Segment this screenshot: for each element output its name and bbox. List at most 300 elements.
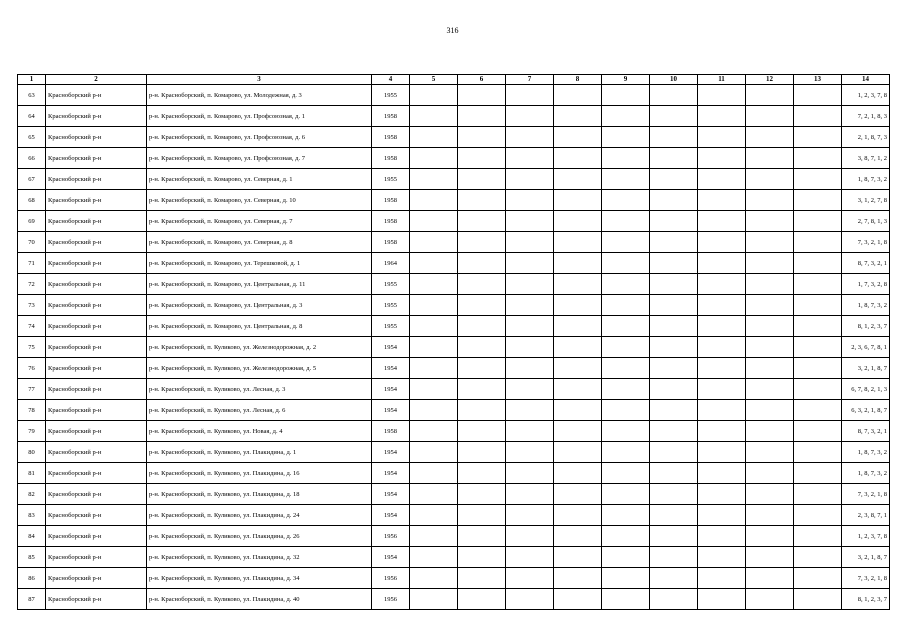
empty-cell-col-11: [698, 400, 746, 421]
empty-cell-col-11: [698, 379, 746, 400]
district-cell: Красноборский р-н: [46, 85, 147, 106]
year-cell: 1954: [372, 400, 410, 421]
address-cell: р-н. Красноборский, п. Комарово, ул. Центральная, д. 8: [147, 316, 372, 337]
district-cell: Красноборский р-н: [46, 526, 147, 547]
district-cell: Красноборский р-н: [46, 253, 147, 274]
column-header-1: 1: [18, 75, 46, 85]
empty-cell-col-12: [746, 232, 794, 253]
year-cell: 1956: [372, 568, 410, 589]
empty-cell-col-5: [410, 589, 458, 610]
empty-cell-col-12: [746, 463, 794, 484]
empty-cell-col-11: [698, 358, 746, 379]
year-cell: 1955: [372, 316, 410, 337]
empty-cell-col-12: [746, 127, 794, 148]
empty-cell-col-6: [458, 505, 506, 526]
empty-cell-col-8: [554, 379, 602, 400]
empty-cell-col-8: [554, 400, 602, 421]
empty-cell-col-5: [410, 526, 458, 547]
empty-cell-col-12: [746, 211, 794, 232]
row-number-cell: 81: [18, 463, 46, 484]
empty-cell-col-10: [650, 379, 698, 400]
empty-cell-col-10: [650, 190, 698, 211]
empty-cell-col-11: [698, 127, 746, 148]
empty-cell-col-13: [794, 526, 842, 547]
district-cell: Красноборский р-н: [46, 169, 147, 190]
address-cell: р-н. Красноборский, п. Куликово, ул. Плакидина, д. 24: [147, 505, 372, 526]
empty-cell-col-10: [650, 274, 698, 295]
empty-cell-col-11: [698, 190, 746, 211]
empty-cell-col-10: [650, 211, 698, 232]
empty-cell-col-5: [410, 295, 458, 316]
codes-cell: 2, 7, 8, 1, 3: [842, 211, 890, 232]
empty-cell-col-10: [650, 169, 698, 190]
empty-cell-col-7: [506, 505, 554, 526]
empty-cell-col-10: [650, 232, 698, 253]
column-header-14: 14: [842, 75, 890, 85]
column-header-7: 7: [506, 75, 554, 85]
row-number-cell: 85: [18, 547, 46, 568]
empty-cell-col-11: [698, 316, 746, 337]
empty-cell-col-8: [554, 337, 602, 358]
row-number-cell: 67: [18, 169, 46, 190]
district-cell: Красноборский р-н: [46, 274, 147, 295]
empty-cell-col-6: [458, 526, 506, 547]
row-number-cell: 66: [18, 148, 46, 169]
empty-cell-col-11: [698, 148, 746, 169]
empty-cell-col-9: [602, 526, 650, 547]
empty-cell-col-8: [554, 526, 602, 547]
row-number-cell: 78: [18, 400, 46, 421]
empty-cell-col-7: [506, 421, 554, 442]
district-cell: Красноборский р-н: [46, 106, 147, 127]
empty-cell-col-7: [506, 463, 554, 484]
empty-cell-col-13: [794, 169, 842, 190]
empty-cell-col-8: [554, 106, 602, 127]
codes-cell: 2, 3, 8, 7, 1: [842, 505, 890, 526]
empty-cell-col-5: [410, 337, 458, 358]
district-cell: Красноборский р-н: [46, 568, 147, 589]
codes-cell: 8, 1, 2, 3, 7: [842, 316, 890, 337]
codes-cell: 1, 2, 3, 7, 8: [842, 526, 890, 547]
empty-cell-col-11: [698, 85, 746, 106]
empty-cell-col-6: [458, 400, 506, 421]
empty-cell-col-12: [746, 358, 794, 379]
empty-cell-col-6: [458, 337, 506, 358]
empty-cell-col-5: [410, 127, 458, 148]
column-header-13: 13: [794, 75, 842, 85]
empty-cell-col-13: [794, 547, 842, 568]
empty-cell-col-7: [506, 589, 554, 610]
empty-cell-col-5: [410, 400, 458, 421]
empty-cell-col-10: [650, 85, 698, 106]
empty-cell-col-5: [410, 253, 458, 274]
empty-cell-col-5: [410, 442, 458, 463]
empty-cell-col-6: [458, 85, 506, 106]
empty-cell-col-5: [410, 379, 458, 400]
empty-cell-col-8: [554, 148, 602, 169]
address-cell: р-н. Красноборский, п. Комарово, ул. Северная, д. 8: [147, 232, 372, 253]
table-row: [18, 316, 890, 337]
year-cell: 1958: [372, 211, 410, 232]
address-cell: р-н. Красноборский, п. Комарово, ул. Северная, д. 10: [147, 190, 372, 211]
column-header-12: 12: [746, 75, 794, 85]
empty-cell-col-8: [554, 295, 602, 316]
district-cell: Красноборский р-н: [46, 358, 147, 379]
address-cell: р-н. Красноборский, п. Комарово, ул. Профсоюзная, д. 1: [147, 106, 372, 127]
empty-cell-col-5: [410, 190, 458, 211]
empty-cell-col-10: [650, 421, 698, 442]
empty-cell-col-11: [698, 421, 746, 442]
empty-cell-col-10: [650, 547, 698, 568]
address-cell: р-н. Красноборский, п. Куликово, ул. Лесная, д. 6: [147, 400, 372, 421]
year-cell: 1958: [372, 106, 410, 127]
district-cell: Красноборский р-н: [46, 211, 147, 232]
empty-cell-col-5: [410, 274, 458, 295]
table-row: [18, 106, 890, 127]
empty-cell-col-12: [746, 295, 794, 316]
empty-cell-col-13: [794, 400, 842, 421]
table-row: [18, 568, 890, 589]
row-number-cell: 82: [18, 484, 46, 505]
empty-cell-col-9: [602, 190, 650, 211]
year-cell: 1954: [372, 505, 410, 526]
codes-cell: 3, 8, 7, 1, 2: [842, 148, 890, 169]
empty-cell-col-11: [698, 505, 746, 526]
empty-cell-col-9: [602, 274, 650, 295]
empty-cell-col-7: [506, 232, 554, 253]
empty-cell-col-6: [458, 379, 506, 400]
district-cell: Красноборский р-н: [46, 148, 147, 169]
table-row: [18, 337, 890, 358]
codes-cell: 1, 8, 7, 3, 2: [842, 169, 890, 190]
empty-cell-col-7: [506, 85, 554, 106]
table-row: [18, 589, 890, 610]
column-header-2: 2: [46, 75, 147, 85]
row-number-cell: 74: [18, 316, 46, 337]
empty-cell-col-7: [506, 127, 554, 148]
empty-cell-col-11: [698, 295, 746, 316]
empty-cell-col-10: [650, 358, 698, 379]
empty-cell-col-5: [410, 421, 458, 442]
empty-cell-col-9: [602, 295, 650, 316]
empty-cell-col-6: [458, 274, 506, 295]
empty-cell-col-12: [746, 442, 794, 463]
row-number-cell: 68: [18, 190, 46, 211]
address-cell: р-н. Красноборский, п. Комарово, ул. Профсоюзная, д. 6: [147, 127, 372, 148]
codes-cell: 7, 2, 1, 8, 3: [842, 106, 890, 127]
codes-cell: 7, 3, 2, 1, 8: [842, 484, 890, 505]
empty-cell-col-6: [458, 358, 506, 379]
year-cell: 1956: [372, 589, 410, 610]
year-cell: 1958: [372, 232, 410, 253]
codes-cell: 3, 2, 1, 8, 7: [842, 358, 890, 379]
table-row: [18, 148, 890, 169]
district-cell: Красноборский р-н: [46, 421, 147, 442]
year-cell: 1956: [372, 526, 410, 547]
empty-cell-col-10: [650, 505, 698, 526]
address-cell: р-н. Красноборский, п. Комарово, ул. Северная, д. 7: [147, 211, 372, 232]
empty-cell-col-13: [794, 379, 842, 400]
district-cell: Красноборский р-н: [46, 442, 147, 463]
codes-cell: 2, 3, 6, 7, 8, 1: [842, 337, 890, 358]
codes-cell: 3, 2, 1, 8, 7: [842, 547, 890, 568]
address-cell: р-н. Красноборский, п. Комарово, ул. Северная, д. 1: [147, 169, 372, 190]
address-cell: р-н. Красноборский, п. Куликово, ул. Железнодорожная, д. 2: [147, 337, 372, 358]
empty-cell-col-5: [410, 358, 458, 379]
year-cell: 1954: [372, 484, 410, 505]
empty-cell-col-8: [554, 127, 602, 148]
empty-cell-col-7: [506, 442, 554, 463]
row-number-cell: 65: [18, 127, 46, 148]
codes-cell: 1, 8, 7, 3, 2: [842, 463, 890, 484]
empty-cell-col-6: [458, 211, 506, 232]
table-row: [18, 274, 890, 295]
empty-cell-col-9: [602, 442, 650, 463]
table-row: [18, 232, 890, 253]
table-row: [18, 169, 890, 190]
year-cell: 1954: [372, 358, 410, 379]
codes-cell: 1, 8, 7, 3, 2: [842, 295, 890, 316]
empty-cell-col-7: [506, 274, 554, 295]
empty-cell-col-7: [506, 316, 554, 337]
year-cell: 1954: [372, 547, 410, 568]
empty-cell-col-6: [458, 295, 506, 316]
table-row: [18, 505, 890, 526]
table-row: [18, 463, 890, 484]
empty-cell-col-12: [746, 484, 794, 505]
empty-cell-col-7: [506, 169, 554, 190]
year-cell: 1958: [372, 148, 410, 169]
empty-cell-col-7: [506, 568, 554, 589]
table-row: [18, 547, 890, 568]
empty-cell-col-12: [746, 337, 794, 358]
row-number-cell: 63: [18, 85, 46, 106]
empty-cell-col-8: [554, 442, 602, 463]
empty-cell-col-12: [746, 148, 794, 169]
empty-cell-col-7: [506, 547, 554, 568]
year-cell: 1955: [372, 274, 410, 295]
empty-cell-col-10: [650, 316, 698, 337]
row-number-cell: 72: [18, 274, 46, 295]
address-cell: р-н. Красноборский, п. Куликово, ул. Плакидина, д. 26: [147, 526, 372, 547]
row-number-cell: 76: [18, 358, 46, 379]
row-number-cell: 73: [18, 295, 46, 316]
empty-cell-col-7: [506, 379, 554, 400]
table-row: [18, 295, 890, 316]
empty-cell-col-12: [746, 589, 794, 610]
empty-cell-col-10: [650, 484, 698, 505]
district-cell: Красноборский р-н: [46, 337, 147, 358]
table-row: [18, 442, 890, 463]
empty-cell-col-12: [746, 547, 794, 568]
codes-cell: 1, 7, 3, 2, 8: [842, 274, 890, 295]
empty-cell-col-10: [650, 463, 698, 484]
empty-cell-col-10: [650, 148, 698, 169]
address-cell: р-н. Красноборский, п. Куликово, ул. Лесная, д. 3: [147, 379, 372, 400]
table-row: [18, 484, 890, 505]
empty-cell-col-9: [602, 232, 650, 253]
year-cell: 1954: [372, 379, 410, 400]
empty-cell-col-13: [794, 211, 842, 232]
codes-cell: 8, 7, 3, 2, 1: [842, 421, 890, 442]
table-body: [18, 85, 890, 610]
table-row: [18, 379, 890, 400]
empty-cell-col-8: [554, 169, 602, 190]
empty-cell-col-12: [746, 190, 794, 211]
address-cell: р-н. Красноборский, п. Куликово, ул. Плакидина, д. 34: [147, 568, 372, 589]
empty-cell-col-9: [602, 316, 650, 337]
empty-cell-col-7: [506, 484, 554, 505]
empty-cell-col-13: [794, 358, 842, 379]
empty-cell-col-8: [554, 316, 602, 337]
empty-cell-col-8: [554, 253, 602, 274]
empty-cell-col-11: [698, 253, 746, 274]
year-cell: 1958: [372, 421, 410, 442]
empty-cell-col-9: [602, 127, 650, 148]
empty-cell-col-7: [506, 190, 554, 211]
row-number-cell: 86: [18, 568, 46, 589]
year-cell: 1955: [372, 295, 410, 316]
empty-cell-col-10: [650, 400, 698, 421]
empty-cell-col-10: [650, 337, 698, 358]
empty-cell-col-7: [506, 253, 554, 274]
empty-cell-col-6: [458, 169, 506, 190]
empty-cell-col-13: [794, 232, 842, 253]
empty-cell-col-8: [554, 547, 602, 568]
empty-cell-col-6: [458, 190, 506, 211]
empty-cell-col-9: [602, 400, 650, 421]
empty-cell-col-11: [698, 211, 746, 232]
empty-cell-col-6: [458, 316, 506, 337]
empty-cell-col-9: [602, 106, 650, 127]
year-cell: 1955: [372, 169, 410, 190]
table-row: [18, 127, 890, 148]
empty-cell-col-12: [746, 85, 794, 106]
empty-cell-col-9: [602, 484, 650, 505]
codes-cell: 8, 7, 3, 2, 1: [842, 253, 890, 274]
empty-cell-col-6: [458, 463, 506, 484]
column-header-8: 8: [554, 75, 602, 85]
empty-cell-col-12: [746, 526, 794, 547]
empty-cell-col-7: [506, 211, 554, 232]
address-cell: р-н. Красноборский, п. Куликово, ул. Плакидина, д. 18: [147, 484, 372, 505]
table-row: [18, 190, 890, 211]
address-cell: р-н. Красноборский, п. Куликово, ул. Плакидина, д. 1: [147, 442, 372, 463]
empty-cell-col-11: [698, 232, 746, 253]
empty-cell-col-8: [554, 232, 602, 253]
district-cell: Красноборский р-н: [46, 484, 147, 505]
empty-cell-col-8: [554, 211, 602, 232]
empty-cell-col-13: [794, 148, 842, 169]
empty-cell-col-9: [602, 253, 650, 274]
codes-cell: 1, 8, 7, 3, 2: [842, 442, 890, 463]
row-number-cell: 64: [18, 106, 46, 127]
empty-cell-col-9: [602, 547, 650, 568]
empty-cell-col-13: [794, 421, 842, 442]
district-cell: Красноборский р-н: [46, 190, 147, 211]
empty-cell-col-13: [794, 253, 842, 274]
year-cell: 1954: [372, 442, 410, 463]
empty-cell-col-13: [794, 316, 842, 337]
codes-cell: 2, 1, 8, 7, 3: [842, 127, 890, 148]
empty-cell-col-12: [746, 379, 794, 400]
empty-cell-col-5: [410, 484, 458, 505]
empty-cell-col-6: [458, 442, 506, 463]
table-row: [18, 85, 890, 106]
codes-cell: 6, 3, 2, 1, 8, 7: [842, 400, 890, 421]
column-header-11: 11: [698, 75, 746, 85]
district-cell: Красноборский р-н: [46, 547, 147, 568]
codes-cell: 7, 3, 2, 1, 8: [842, 232, 890, 253]
empty-cell-col-9: [602, 421, 650, 442]
empty-cell-col-7: [506, 295, 554, 316]
empty-cell-col-6: [458, 421, 506, 442]
empty-cell-col-9: [602, 505, 650, 526]
row-number-cell: 69: [18, 211, 46, 232]
empty-cell-col-9: [602, 85, 650, 106]
row-number-cell: 77: [18, 379, 46, 400]
column-header-6: 6: [458, 75, 506, 85]
empty-cell-col-9: [602, 463, 650, 484]
empty-cell-col-11: [698, 274, 746, 295]
empty-cell-col-11: [698, 169, 746, 190]
empty-cell-col-9: [602, 589, 650, 610]
empty-cell-col-13: [794, 589, 842, 610]
empty-cell-col-12: [746, 274, 794, 295]
codes-cell: 8, 1, 2, 3, 7: [842, 589, 890, 610]
year-cell: 1954: [372, 337, 410, 358]
empty-cell-col-13: [794, 190, 842, 211]
empty-cell-col-8: [554, 190, 602, 211]
empty-cell-col-6: [458, 568, 506, 589]
empty-cell-col-10: [650, 589, 698, 610]
empty-cell-col-10: [650, 442, 698, 463]
empty-cell-col-12: [746, 106, 794, 127]
empty-cell-col-5: [410, 148, 458, 169]
row-number-cell: 87: [18, 589, 46, 610]
column-header-5: 5: [410, 75, 458, 85]
empty-cell-col-11: [698, 337, 746, 358]
district-cell: Красноборский р-н: [46, 316, 147, 337]
empty-cell-col-11: [698, 442, 746, 463]
codes-cell: 6, 7, 8, 2, 1, 3: [842, 379, 890, 400]
row-number-cell: 79: [18, 421, 46, 442]
district-cell: Красноборский р-н: [46, 400, 147, 421]
empty-cell-col-9: [602, 211, 650, 232]
empty-cell-col-6: [458, 253, 506, 274]
empty-cell-col-12: [746, 400, 794, 421]
empty-cell-col-8: [554, 463, 602, 484]
empty-cell-col-8: [554, 274, 602, 295]
table-row: [18, 421, 890, 442]
empty-cell-col-8: [554, 358, 602, 379]
empty-cell-col-13: [794, 568, 842, 589]
header-row: [18, 75, 890, 85]
table-row: [18, 358, 890, 379]
row-number-cell: 84: [18, 526, 46, 547]
empty-cell-col-6: [458, 127, 506, 148]
empty-cell-col-12: [746, 568, 794, 589]
year-cell: 1958: [372, 127, 410, 148]
address-cell: р-н. Красноборский, п. Комарово, ул. Центральная, д. 11: [147, 274, 372, 295]
row-number-cell: 83: [18, 505, 46, 526]
empty-cell-col-9: [602, 358, 650, 379]
empty-cell-col-11: [698, 484, 746, 505]
empty-cell-col-6: [458, 484, 506, 505]
table-row: [18, 526, 890, 547]
empty-cell-col-6: [458, 148, 506, 169]
codes-cell: 7, 3, 2, 1, 8: [842, 568, 890, 589]
